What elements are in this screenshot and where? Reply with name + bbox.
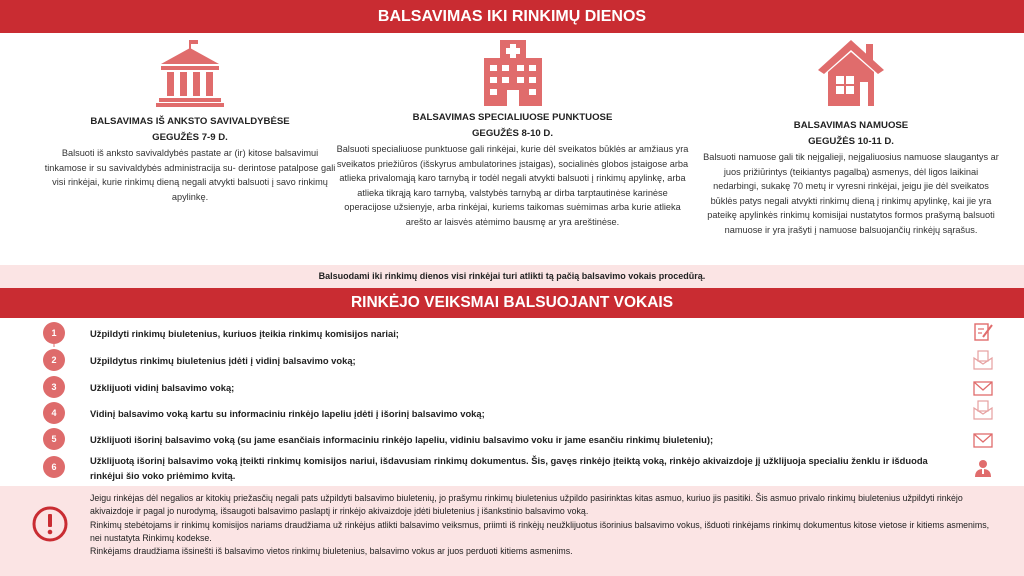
envelope-letter-icon [972, 400, 994, 420]
step-number: 2 [43, 349, 65, 371]
page-title: BALSAVIMAS IKI RINKIMŲ DIENOS [377, 8, 647, 25]
envelope-icon [972, 430, 994, 450]
municipality-building-icon [155, 38, 225, 108]
warning-paragraph: Rinkėjams draudžiama išsinešti iš balsavimo vietos rinkimų biuletenius, balsavimo vokus ar juos perduoti kitiems asmenims. [90, 546, 573, 557]
step-text: Užklijuoti vidinį balsavimo voką; [90, 382, 235, 393]
column-title: BALSAVIMAS SPECIALIUOSE PUNKTUOSE [412, 112, 613, 123]
step-text: Užpildytus rinkimų biuletenius įdėti į vidinį balsavimo voką; [90, 355, 356, 366]
house-icon [816, 38, 886, 108]
warning-panel [0, 486, 1024, 576]
hospital-icon [478, 38, 548, 108]
commission-member-icon [972, 458, 994, 478]
column-special-points [335, 38, 690, 230]
warning-paragraph: Rinkimų stebėtojams ir rinkimų komisijos nariams draudžiama už rinkėjus atlikti balsavimo veiksmus, priimti iš rinkėjų neužklijuotus išorinius balsavimo vokus, išduoti rinkėjams rinkimų dokumentus kitose vietose ir kitiems asmenims, nei nustatyta Rinkimų kodekse. [90, 519, 990, 543]
column-dates: GEGUŽĖS 10-11 D. [808, 136, 894, 147]
step-number: 3 [43, 376, 65, 398]
connector [53, 344, 55, 347]
column-dates: GEGUŽĖS 8-10 D. [471, 128, 554, 139]
column-home [700, 38, 1002, 238]
procedure-note: Balsuodami iki rinkimų dienos visi rinkėjai turi atlikti tą pačią balsavimo vokais procedūrą. [0, 265, 1024, 288]
column-title: BALSAVIMAS IŠ ANKSTO SAVIVALDYBĖSE [90, 116, 290, 127]
step-number: 4 [43, 402, 65, 424]
envelope-icon [972, 378, 994, 398]
column-body: Balsuoti namuose gali tik neįgalieji, neįgaliuosius namuose slaugantys ar juos prižiūrintys (teikiantys pagalbą) asmenys, dėl ligos laikinai nedarbingi, sukakę 70 metų ir vyresni rinkėjai, jeigu jie dėl sveikatos būklės patys negali atvykti rinkimų dieną į rinkimų apylinkę, kai jie yra pateikę apylinkės rinkimų komisijai nustatytos formos prašymą balsuoti namuose ir yra įrašyti į namuose balsuojančių rinkėjų sąrašus. [703, 152, 999, 235]
section-banner [0, 288, 1024, 318]
step-text: Vidinį balsavimo voką kartu su informaciniu rinkėjo lapeliu įdėti į išorinį balsavimo voką; [90, 408, 485, 419]
warning-icon [32, 506, 68, 542]
column-dates: GEGUŽĖS 7-9 D. [152, 132, 228, 143]
column-body: Balsuoti iš anksto savivaldybės pastate ar (ir) kitose balsavimui tinkamose ir su savivaldybės administracija su- derintose patalpose gali visi rinkėjai, kurie rinkimų dieną negali atvykti balsuoti į savo rinkimų apylinkę. [44, 148, 336, 202]
step-text: Užklijuoti išorinį balsavimo voką (su jame esančiais informaciniu rinkėjo lapeliu, vidiniu balsavimo voku ir jame esančiu rinkimų biuleteniu); [90, 434, 714, 445]
step-text: Užklijuotą išorinį balsavimo voką įteikti rinkimų komisijos nariui, išdavusiam rinkimų dokumentus. Šis, gavęs rinkėjo įteiktą voką, rinkėjo akivaizdoje jį užklijuoja specialiu ženklu ir išduoda rinkėjui šio voko priėmimo kvitą. [90, 455, 928, 481]
ballot-pen-icon [972, 322, 994, 342]
step-number: 5 [43, 428, 65, 450]
warning-text [90, 492, 990, 558]
step-number: 1 [43, 322, 65, 344]
column-title: BALSAVIMAS NAMUOSE [793, 120, 909, 131]
header-banner [0, 0, 1024, 33]
warning-paragraph: Jeigu rinkėjas dėl negalios ar kitokių priežasčių negali pats užpildyti balsavimo biuletenių, jo prašymu rinkimų biuletenius užpildo pasirinktas kitas asmuo, kuriuo jis pasitiki. Šis asmuo privalo rinkimų biuletenius užpildyti rinkėjo akivaizdoje ir pagal jo nurodymą, išsaugoti balsavimo paslaptį ir rinkėjo akivaizdoje įdėti biuletenius į išankstinio balsavimo voką. [90, 493, 963, 517]
step-text: Užpildyti rinkimų biuletenius, kuriuos įteikia rinkimų komisijos nariai; [90, 328, 399, 339]
section-title: RINKĖJO VEIKSMAI BALSUOJANT VOKAIS [350, 294, 674, 311]
step-number: 6 [43, 456, 65, 478]
column-body: Balsuoti specialiuose punktuose gali rinkėjai, kurie dėl sveikatos būklės ar amžiaus yra sveikatos priežiūros (išskyrus ambulatorines įstaigas), socialinės globos įstaigose arba atlieka privalomąją karo tarnybą ir todėl negali atvykti balsuoti į rinkimų apylinkę, arba atlieka tikrąją karo tarnybą, valstybės tarnybą ar dirba tarptautinėse karinėse operacijose užsienyje, arba rinkėjai, kuriems taikomas suėmimas arba kurie atlieka arešto ar laisvės atėmimo bausmę ar yra areštinėse. [336, 144, 689, 227]
envelope-letter-icon [972, 350, 994, 370]
column-municipality [40, 38, 340, 204]
